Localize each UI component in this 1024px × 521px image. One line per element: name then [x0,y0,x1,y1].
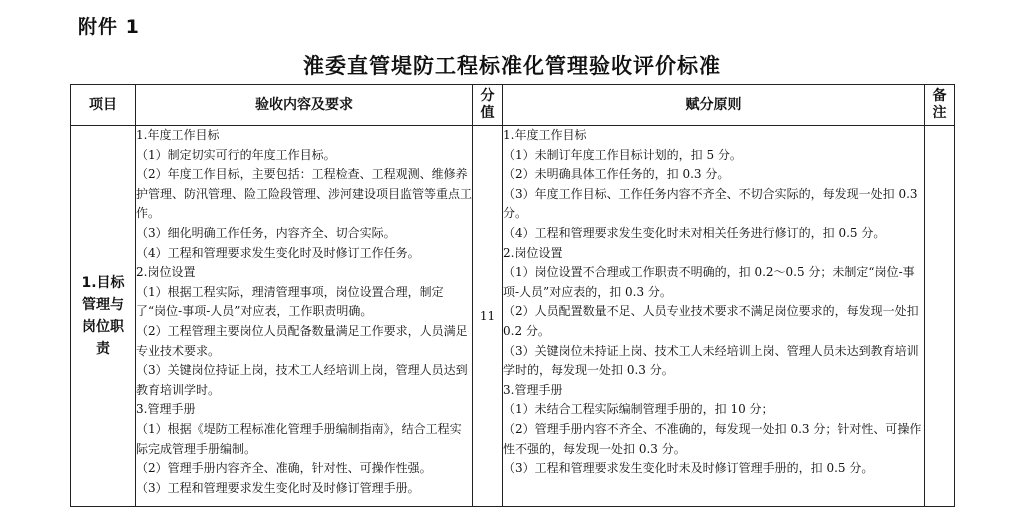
content-line: （1）根据工程实际，理清管理事项，岗位设置合理，制定了“岗位-事项-人员”对应表，工作职责明确。 [136,284,444,319]
remark-cell [925,126,955,507]
principle-line: （2）管理手册内容不齐全、不准确的，每发现一处扣 0.3 分；针对性、可操作性不强的，每发现一处扣 0.3 分。 [503,421,922,456]
content-line: （2）管理手册内容齐全、准确，针对性、可操作性强。 [136,461,432,476]
content-line: 3.管理手册 [136,402,196,417]
header-item: 项目 [71,85,136,126]
principle-line: 1.年度工作目标 [503,128,587,142]
evaluation-standard-table [70,84,955,507]
header-content: 验收内容及要求 [136,85,473,126]
header-remark: 备注 [925,85,955,126]
content-line: （3）细化明确工作任务，内容齐全、切合实际。 [136,225,396,240]
content-line: 1.年度工作目标 [136,128,220,142]
item-cell [71,126,136,507]
score-value: 11 [479,309,496,323]
attachment-label: 附件 1 [78,16,140,38]
principle-line: （3）关键岗位未持证上岗、技术工人未经培训上岗、管理人员未达到教育培训学时的，每发现一处扣 0.3 分。 [503,343,919,378]
principle-line: （1）未结合工程实际编制管理手册的，扣 10 分； [503,402,774,417]
table-header-row [71,85,955,126]
content-line: 2.岗位设置 [136,265,196,280]
content-line: （3）关键岗位持证上岗，技术工人经培训上岗，管理人员达到教育培训学时。 [136,363,468,397]
content-line: （1）根据《堤防工程标准化管理手册编制指南》，结合工程实际完成管理手册编制。 [136,421,462,456]
principle-line: 2.岗位设置 [503,245,563,260]
principle-line: （1）未制订年度工作目标计划的，扣 5 分。 [503,147,742,162]
document-title: 淮委直管堤防工程标准化管理验收评价标准 [303,54,721,78]
content-line: （1）制定切实可行的年度工作目标。 [136,147,336,162]
content-cell [136,126,473,507]
content-line: （2）工程管理主要岗位人员配备数量满足工作要求，人员满足专业技术要求。 [136,323,468,358]
item-name: 1.目标管理与岗位职责 [81,275,125,357]
principle-line: 3.管理手册 [503,382,563,397]
header-score: 分值 [473,85,503,126]
content-line: （4）工程和管理要求发生变化时及时修订工作任务。 [136,245,420,260]
principle-line: （3）工程和管理要求发生变化时未及时修订管理手册的，扣 0.5 分。 [503,461,874,476]
principle-cell [503,126,925,507]
content-line: （3）工程和管理要求发生变化时及时修订管理手册。 [136,480,420,495]
table-row [71,126,955,507]
principle-line: （2）人员配置数量不足、人员专业技术要求不满足岗位要求的，每发现一处扣 0.2 分。 [503,304,919,338]
content-line: （2）年度工作目标，主要包括：工程检查、工程观测、维修养护管理、防汛管理、险工险段管理、涉河建设项目监管等重点工作。 [136,167,473,221]
principle-line: （4）工程和管理要求发生变化时未对相关任务进行修订的，扣 0.5 分。 [503,225,886,240]
principle-line: （3）年度工作目标、工作任务内容不齐全、不切合实际的，每发现一处扣 0.3 分。 [503,186,918,221]
header-principle: 赋分原则 [503,85,925,126]
score-cell [473,126,503,507]
principle-line: （2）未明确具体工作任务的，扣 0.3 分。 [503,167,730,182]
principle-line: （1）岗位设置不合理或工作职责不明确的，扣 0.2～0.5 分；未制定“岗位-事项-人员”对应表的，扣 0.3 分。 [503,265,915,299]
